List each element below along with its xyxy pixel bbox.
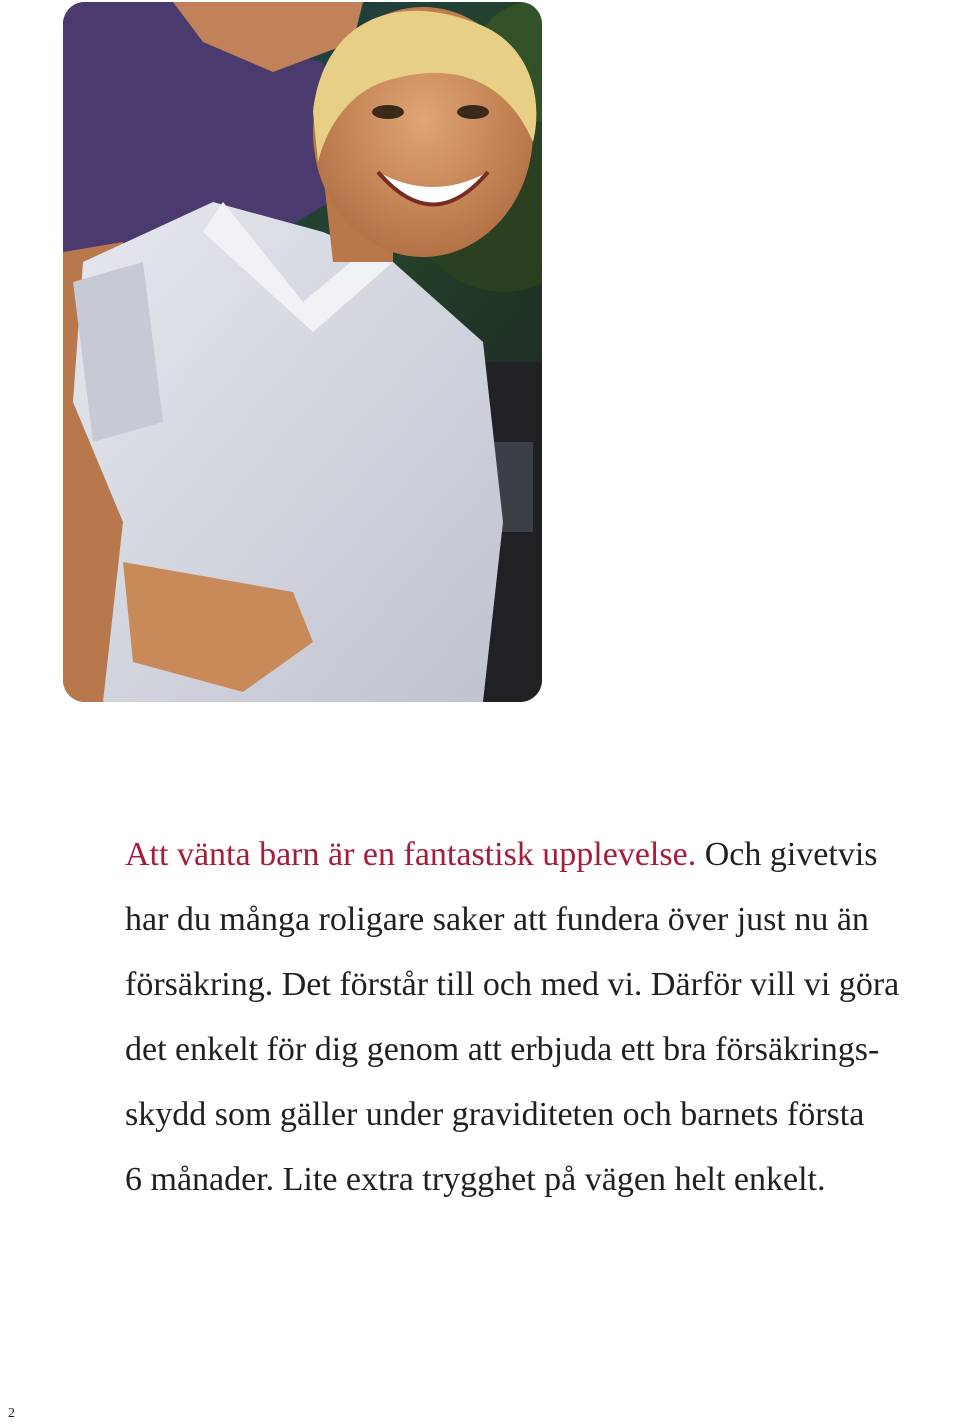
couple-photo-image (63, 2, 542, 702)
intro-line-4: det enkelt för dig genom att erbjuda ett bra försäkrings- (125, 1031, 880, 1068)
intro-line-2: har du många roligare saker att fundera över just nu än (125, 901, 869, 938)
intro-line-6: 6 månader. Lite extra trygghet på vägen helt enkelt. (125, 1161, 826, 1198)
intro-paragraph (125, 822, 955, 1212)
intro-accent-sentence: Att vänta barn är en fantastisk upplevelse. (125, 836, 697, 873)
intro-line-1-rest: Och givetvis (696, 836, 878, 873)
page-number: 2 (8, 1406, 15, 1421)
intro-line-1 (125, 822, 955, 887)
couple-photo (63, 2, 542, 702)
intro-line-3: försäkring. Det förstår till och med vi. Därför vill vi göra (125, 966, 900, 1003)
intro-line-5: skydd som gäller under graviditeten och barnets första (125, 1096, 865, 1133)
